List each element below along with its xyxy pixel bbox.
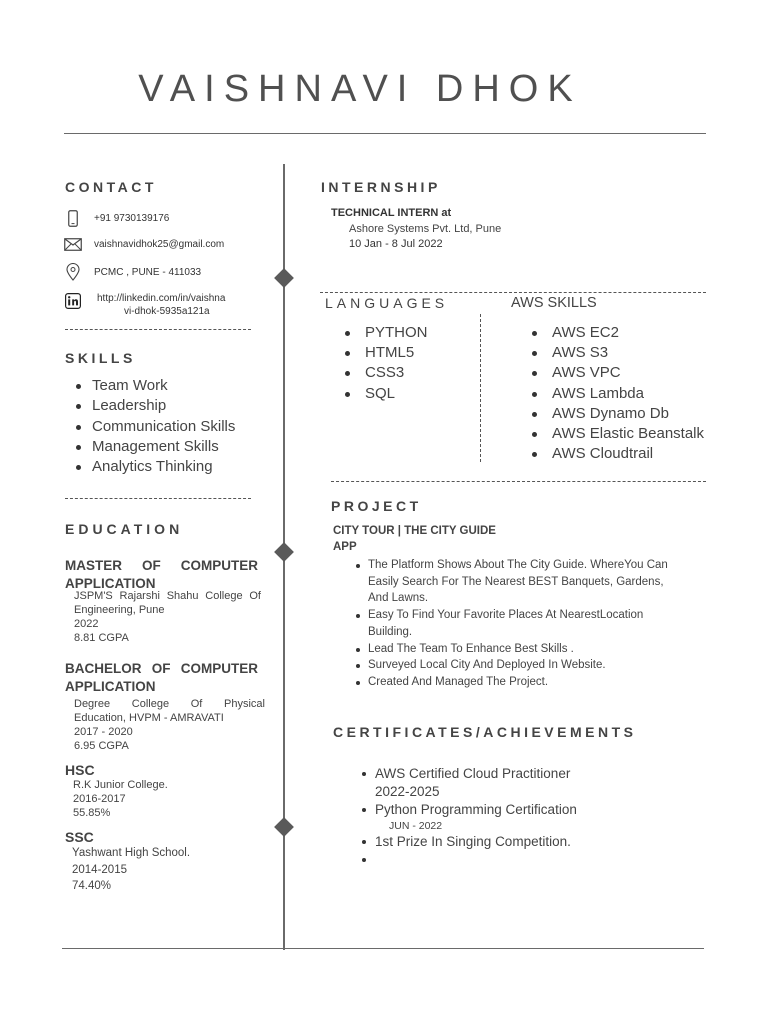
internship-company: Ashore Systems Pvt. Ltd, Pune — [349, 223, 502, 235]
education-year: 2014-2015 — [72, 863, 127, 876]
school-name: Yashwant High School. — [72, 847, 191, 859]
project-points — [333, 557, 673, 691]
divider-diamond — [274, 268, 294, 288]
college-name: Engineering, Pune — [74, 604, 165, 616]
certificate-item — [332, 801, 652, 833]
project-point: Lead The Team To Enhance Best Skills . — [333, 641, 673, 658]
aws-skill-item: AWS VPC — [518, 363, 718, 383]
education-score: 74.40% — [72, 880, 112, 892]
section-divider — [65, 498, 251, 499]
linkedin-url[interactable] — [97, 292, 225, 318]
degree-title: APPLICATION — [65, 679, 156, 694]
aws-skill-item: AWS Lambda — [518, 384, 718, 404]
certificate-item-empty — [332, 851, 652, 869]
project-point: Created And Managed The Project. — [333, 674, 673, 691]
skills-list — [65, 376, 275, 477]
skill-item: Management Skills — [65, 437, 275, 457]
school-name: R.K Junior College. — [73, 779, 168, 791]
resume-name: VAISHNAVI DHOK — [138, 68, 582, 110]
degree-title: HSC — [65, 762, 95, 778]
certificate-date: JUN - 2022 — [389, 820, 443, 832]
project-point: The Platform Shows About The City Guide. WhereYou Can Easily Search For The Nearest BEST Banquets, Gardens, And Lawns. — [333, 557, 673, 607]
aws-skill-item: AWS Elastic Beanstalk — [518, 424, 718, 444]
internship-heading: INTERNSHIP — [321, 179, 441, 195]
aws-skills-list — [518, 323, 718, 464]
contact-heading: CONTACT — [65, 179, 157, 195]
education-heading: EDUCATION — [65, 521, 184, 537]
section-divider — [320, 292, 706, 293]
phone-icon — [64, 209, 82, 227]
location-text: PCMC , PUNE - 411033 — [94, 266, 202, 278]
location-pin-icon — [64, 263, 82, 281]
degree-title: BACHELOR OF COMPUTER — [65, 661, 258, 676]
certificate-item — [332, 765, 652, 801]
linkedin-url-line2: vi-dhok-5935a121a — [124, 306, 210, 317]
contact-linkedin — [64, 292, 225, 318]
college-name: Degree College Of Physical — [74, 698, 265, 710]
education-score: 8.81 CGPA — [74, 632, 129, 644]
aws-skill-item: AWS EC2 — [518, 323, 718, 343]
bottom-divider — [62, 948, 704, 949]
aws-skill-item: AWS Cloudtrail — [518, 444, 718, 464]
skill-item: Communication Skills — [65, 417, 275, 437]
certificate-item — [332, 833, 652, 851]
linkedin-icon — [64, 292, 82, 310]
project-heading: PROJECT — [331, 498, 422, 514]
aws-skills-heading: AWS SKILLS — [511, 295, 597, 311]
language-item: HTML5 — [331, 343, 471, 363]
project-title-line: APP — [333, 541, 357, 553]
contact-email — [64, 233, 224, 255]
project-point: Easy To Find Your Favorite Places At NearestLocation Building. — [333, 607, 673, 640]
divider-diamond — [274, 817, 294, 837]
divider-diamond — [274, 542, 294, 562]
contact-phone — [64, 207, 169, 229]
education-year: 2017 - 2020 — [74, 726, 133, 738]
education-bca — [65, 660, 258, 696]
skill-item: Team Work — [65, 376, 275, 396]
email-address[interactable]: vaishnavidhok25@gmail.com — [94, 238, 225, 250]
education-ssc-details — [72, 845, 190, 895]
skill-item: Leadership — [65, 396, 275, 416]
section-divider — [331, 481, 706, 482]
section-divider — [65, 329, 251, 330]
phone-number: +91 9730139176 — [94, 212, 170, 224]
skill-item: Analytics Thinking — [65, 457, 275, 477]
internship-dates: 10 Jan - 8 Jul 2022 — [349, 238, 443, 250]
skills-heading: SKILLS — [65, 350, 136, 366]
certificates-heading: CERTIFICATES/ACHIEVEMENTS — [333, 724, 637, 740]
column-divider — [480, 314, 481, 462]
education-score: 55.85% — [73, 807, 111, 819]
education-hsc-details — [73, 778, 168, 820]
certificate-name: AWS Certified Cloud Practitioner — [375, 766, 571, 781]
degree-title: SSC — [65, 829, 94, 845]
language-item: CSS3 — [331, 363, 471, 383]
linkedin-url-line1: http://linkedin.com/in/vaishna — [97, 293, 226, 304]
internship-role: TECHNICAL INTERN at — [331, 207, 452, 219]
education-year: 2016-2017 — [73, 793, 126, 805]
top-divider — [64, 133, 706, 134]
degree-title: MASTER OF COMPUTER — [65, 558, 258, 573]
languages-list — [331, 323, 471, 404]
aws-skill-item: AWS Dynamo Db — [518, 404, 718, 424]
language-item: SQL — [331, 384, 471, 404]
language-item: PYTHON — [331, 323, 471, 343]
college-name: Education, HVPM - AMRAVATI — [74, 712, 224, 724]
education-score: 6.95 CGPA — [74, 740, 129, 752]
certificates-list — [332, 765, 652, 869]
education-mca — [65, 557, 258, 593]
project-point: Surveyed Local City And Deployed In Website. — [333, 657, 673, 674]
certificate-year: 2022-2025 — [375, 784, 440, 799]
project-title — [333, 523, 496, 555]
degree-title: APPLICATION — [65, 576, 156, 591]
certificate-name: Python Programming Certification — [375, 802, 577, 817]
project-title-line: CITY TOUR | THE CITY GUIDE — [333, 525, 496, 537]
education-year: 2022 — [74, 618, 99, 630]
aws-skill-item: AWS S3 — [518, 343, 718, 363]
college-name: JSPM'S Rajarshi Shahu College Of — [74, 590, 261, 602]
languages-heading: LANGUAGES — [325, 295, 449, 311]
contact-location — [64, 261, 201, 283]
education-bca-details — [74, 697, 265, 753]
mail-icon — [64, 235, 82, 253]
certificate-name: 1st Prize In Singing Competition. — [375, 834, 571, 849]
education-mca-details — [74, 589, 261, 645]
